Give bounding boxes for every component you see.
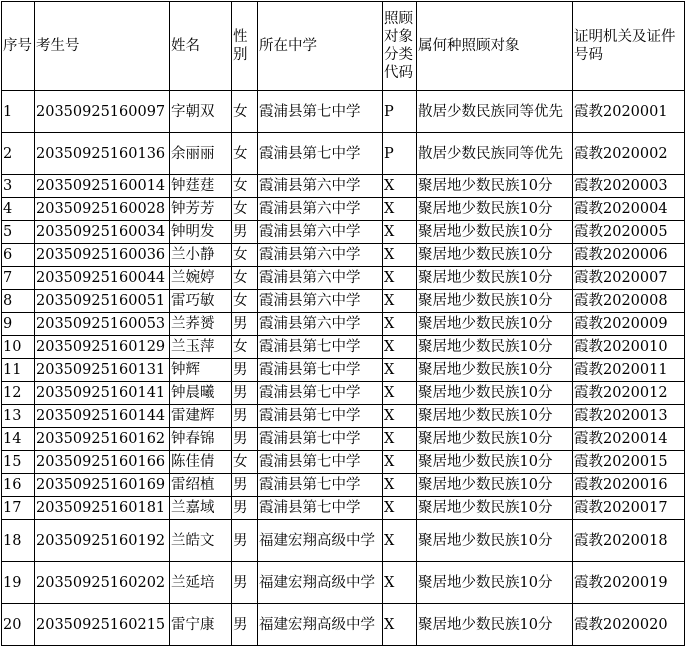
cell-care-type: 聚居地少数民族10分 xyxy=(417,221,573,244)
candidate-table xyxy=(1,1,685,646)
cell-name: 钟春锦 xyxy=(170,428,232,451)
cell-index: 15 xyxy=(2,451,35,474)
cell-gender: 女 xyxy=(232,290,258,313)
cell-index: 16 xyxy=(2,474,35,497)
cell-candidate-number: 20350925160144 xyxy=(35,405,170,428)
cell-certificate: 霞教2020015 xyxy=(573,451,685,474)
cell-care-type: 聚居地少数民族10分 xyxy=(417,336,573,359)
cell-candidate-number: 20350925160162 xyxy=(35,428,170,451)
cell-category-code: X xyxy=(383,359,417,382)
cell-candidate-number: 20350925160014 xyxy=(35,175,170,198)
cell-certificate: 霞教2020002 xyxy=(573,133,685,175)
cell-index: 8 xyxy=(2,290,35,313)
cell-category-code: X xyxy=(383,267,417,290)
table-row xyxy=(2,198,685,221)
cell-gender: 女 xyxy=(232,336,258,359)
cell-care-type: 散居少数民族同等优先 xyxy=(417,91,573,133)
cell-care-type: 聚居地少数民族10分 xyxy=(417,244,573,267)
cell-name: 钟莛莛 xyxy=(170,175,232,198)
cell-gender: 女 xyxy=(232,91,258,133)
cell-school: 霞浦县第七中学 xyxy=(258,91,383,133)
cell-candidate-number: 20350925160181 xyxy=(35,497,170,520)
cell-certificate: 霞教2020017 xyxy=(573,497,685,520)
cell-school: 霞浦县第六中学 xyxy=(258,313,383,336)
cell-index: 14 xyxy=(2,428,35,451)
cell-gender: 男 xyxy=(232,359,258,382)
cell-name: 陈佳倩 xyxy=(170,451,232,474)
table-row xyxy=(2,451,685,474)
cell-category-code: P xyxy=(383,91,417,133)
cell-candidate-number: 20350925160129 xyxy=(35,336,170,359)
cell-school: 福建宏翔高级中学 xyxy=(258,520,383,562)
cell-candidate-number: 20350925160166 xyxy=(35,451,170,474)
cell-school: 霞浦县第七中学 xyxy=(258,451,383,474)
cell-gender: 男 xyxy=(232,497,258,520)
cell-category-code: X xyxy=(383,336,417,359)
cell-name: 兰皓文 xyxy=(170,520,232,562)
header-name: 姓名 xyxy=(170,2,232,91)
cell-name: 钟芳芳 xyxy=(170,198,232,221)
cell-index: 11 xyxy=(2,359,35,382)
table-row xyxy=(2,267,685,290)
cell-category-code: X xyxy=(383,405,417,428)
cell-care-type: 聚居地少数民族10分 xyxy=(417,359,573,382)
header-index: 序号 xyxy=(2,2,35,91)
cell-care-type: 聚居地少数民族10分 xyxy=(417,474,573,497)
cell-care-type: 聚居地少数民族10分 xyxy=(417,405,573,428)
cell-gender: 男 xyxy=(232,520,258,562)
cell-index: 6 xyxy=(2,244,35,267)
cell-name: 兰玉萍 xyxy=(170,336,232,359)
cell-care-type: 聚居地少数民族10分 xyxy=(417,198,573,221)
cell-index: 4 xyxy=(2,198,35,221)
cell-name: 雷宁康 xyxy=(170,604,232,646)
cell-candidate-number: 20350925160136 xyxy=(35,133,170,175)
cell-gender: 女 xyxy=(232,244,258,267)
header-candidate-number: 考生号 xyxy=(35,2,170,91)
table-row xyxy=(2,175,685,198)
cell-index: 17 xyxy=(2,497,35,520)
cell-school: 福建宏翔高级中学 xyxy=(258,562,383,604)
cell-category-code: P xyxy=(383,133,417,175)
cell-index: 2 xyxy=(2,133,35,175)
cell-certificate: 霞教2020020 xyxy=(573,604,685,646)
cell-gender: 男 xyxy=(232,221,258,244)
cell-candidate-number: 20350925160044 xyxy=(35,267,170,290)
cell-name: 兰小静 xyxy=(170,244,232,267)
table-row xyxy=(2,604,685,646)
cell-certificate: 霞教2020004 xyxy=(573,198,685,221)
cell-index: 20 xyxy=(2,604,35,646)
cell-category-code: X xyxy=(383,313,417,336)
cell-category-code: X xyxy=(383,562,417,604)
cell-category-code: X xyxy=(383,382,417,405)
cell-index: 13 xyxy=(2,405,35,428)
table-row xyxy=(2,428,685,451)
header-certificate: 证明机关及证件号码 xyxy=(573,2,685,91)
cell-category-code: X xyxy=(383,520,417,562)
cell-school: 霞浦县第六中学 xyxy=(258,244,383,267)
cell-name: 余丽丽 xyxy=(170,133,232,175)
cell-certificate: 霞教2020014 xyxy=(573,428,685,451)
cell-candidate-number: 20350925160028 xyxy=(35,198,170,221)
cell-candidate-number: 20350925160034 xyxy=(35,221,170,244)
table-row xyxy=(2,474,685,497)
cell-school: 福建宏翔高级中学 xyxy=(258,604,383,646)
cell-gender: 女 xyxy=(232,133,258,175)
table-row xyxy=(2,405,685,428)
cell-name: 钟晨曦 xyxy=(170,382,232,405)
cell-category-code: X xyxy=(383,428,417,451)
cell-school: 霞浦县第六中学 xyxy=(258,175,383,198)
header-row xyxy=(2,2,685,91)
cell-candidate-number: 20350925160215 xyxy=(35,604,170,646)
cell-care-type: 聚居地少数民族10分 xyxy=(417,562,573,604)
cell-gender: 女 xyxy=(232,267,258,290)
cell-category-code: X xyxy=(383,175,417,198)
cell-certificate: 霞教2020006 xyxy=(573,244,685,267)
cell-gender: 男 xyxy=(232,405,258,428)
cell-school: 霞浦县第六中学 xyxy=(258,267,383,290)
table-row xyxy=(2,290,685,313)
cell-candidate-number: 20350925160097 xyxy=(35,91,170,133)
table-row xyxy=(2,382,685,405)
cell-index: 5 xyxy=(2,221,35,244)
table-row xyxy=(2,497,685,520)
cell-name: 雷建辉 xyxy=(170,405,232,428)
cell-name: 钟明发 xyxy=(170,221,232,244)
cell-gender: 男 xyxy=(232,382,258,405)
cell-index: 1 xyxy=(2,91,35,133)
cell-name: 兰延培 xyxy=(170,562,232,604)
cell-candidate-number: 20350925160051 xyxy=(35,290,170,313)
cell-care-type: 聚居地少数民族10分 xyxy=(417,451,573,474)
cell-care-type: 聚居地少数民族10分 xyxy=(417,520,573,562)
cell-school: 霞浦县第六中学 xyxy=(258,198,383,221)
cell-name: 雷绍植 xyxy=(170,474,232,497)
table-row xyxy=(2,91,685,133)
cell-gender: 女 xyxy=(232,451,258,474)
cell-gender: 男 xyxy=(232,428,258,451)
cell-certificate: 霞教2020001 xyxy=(573,91,685,133)
header-care-type: 属何种照顾对象 xyxy=(417,2,573,91)
cell-certificate: 霞教2020011 xyxy=(573,359,685,382)
cell-category-code: X xyxy=(383,604,417,646)
cell-certificate: 霞教2020018 xyxy=(573,520,685,562)
cell-category-code: X xyxy=(383,244,417,267)
cell-name: 雷巧敏 xyxy=(170,290,232,313)
header-category-code: 照顾对象分类代码 xyxy=(383,2,417,91)
table-row xyxy=(2,133,685,175)
cell-care-type: 聚居地少数民族10分 xyxy=(417,267,573,290)
cell-category-code: X xyxy=(383,474,417,497)
cell-certificate: 霞教2020010 xyxy=(573,336,685,359)
cell-certificate: 霞教2020007 xyxy=(573,267,685,290)
cell-index: 12 xyxy=(2,382,35,405)
cell-care-type: 聚居地少数民族10分 xyxy=(417,604,573,646)
cell-index: 9 xyxy=(2,313,35,336)
cell-care-type: 聚居地少数民族10分 xyxy=(417,175,573,198)
table-row xyxy=(2,336,685,359)
cell-index: 18 xyxy=(2,520,35,562)
cell-gender: 女 xyxy=(232,198,258,221)
cell-certificate: 霞教2020016 xyxy=(573,474,685,497)
cell-school: 霞浦县第七中学 xyxy=(258,405,383,428)
cell-school: 霞浦县第七中学 xyxy=(258,133,383,175)
cell-gender: 男 xyxy=(232,562,258,604)
cell-name: 兰荞赟 xyxy=(170,313,232,336)
cell-name: 钟辉 xyxy=(170,359,232,382)
header-school: 所在中学 xyxy=(258,2,383,91)
cell-certificate: 霞教2020003 xyxy=(573,175,685,198)
cell-candidate-number: 20350925160192 xyxy=(35,520,170,562)
cell-school: 霞浦县第七中学 xyxy=(258,336,383,359)
cell-certificate: 霞教2020012 xyxy=(573,382,685,405)
cell-candidate-number: 20350925160036 xyxy=(35,244,170,267)
table-row xyxy=(2,313,685,336)
cell-school: 霞浦县第七中学 xyxy=(258,474,383,497)
cell-candidate-number: 20350925160131 xyxy=(35,359,170,382)
cell-category-code: X xyxy=(383,451,417,474)
cell-care-type: 聚居地少数民族10分 xyxy=(417,382,573,405)
cell-category-code: X xyxy=(383,198,417,221)
table-row xyxy=(2,562,685,604)
cell-index: 3 xyxy=(2,175,35,198)
cell-index: 7 xyxy=(2,267,35,290)
cell-care-type: 聚居地少数民族10分 xyxy=(417,497,573,520)
table-row xyxy=(2,221,685,244)
cell-school: 霞浦县第七中学 xyxy=(258,382,383,405)
cell-candidate-number: 20350925160169 xyxy=(35,474,170,497)
cell-index: 10 xyxy=(2,336,35,359)
cell-category-code: X xyxy=(383,290,417,313)
table-row xyxy=(2,359,685,382)
cell-care-type: 聚居地少数民族10分 xyxy=(417,428,573,451)
table-row xyxy=(2,520,685,562)
cell-certificate: 霞教2020019 xyxy=(573,562,685,604)
cell-certificate: 霞教2020005 xyxy=(573,221,685,244)
cell-candidate-number: 20350925160141 xyxy=(35,382,170,405)
cell-category-code: X xyxy=(383,497,417,520)
cell-name: 兰嘉域 xyxy=(170,497,232,520)
cell-school: 霞浦县第六中学 xyxy=(258,221,383,244)
cell-school: 霞浦县第七中学 xyxy=(258,497,383,520)
cell-gender: 男 xyxy=(232,604,258,646)
cell-gender: 女 xyxy=(232,175,258,198)
cell-school: 霞浦县第七中学 xyxy=(258,359,383,382)
cell-care-type: 聚居地少数民族10分 xyxy=(417,313,573,336)
cell-candidate-number: 20350925160202 xyxy=(35,562,170,604)
cell-certificate: 霞教2020008 xyxy=(573,290,685,313)
cell-certificate: 霞教2020013 xyxy=(573,405,685,428)
cell-school: 霞浦县第六中学 xyxy=(258,290,383,313)
cell-school: 霞浦县第七中学 xyxy=(258,428,383,451)
cell-care-type: 散居少数民族同等优先 xyxy=(417,133,573,175)
cell-gender: 男 xyxy=(232,313,258,336)
table-row xyxy=(2,244,685,267)
cell-care-type: 聚居地少数民族10分 xyxy=(417,290,573,313)
header-gender: 性别 xyxy=(232,2,258,91)
cell-index: 19 xyxy=(2,562,35,604)
cell-gender: 男 xyxy=(232,474,258,497)
cell-category-code: X xyxy=(383,221,417,244)
cell-name: 字朝双 xyxy=(170,91,232,133)
cell-name: 兰婉婷 xyxy=(170,267,232,290)
cell-certificate: 霞教2020009 xyxy=(573,313,685,336)
cell-candidate-number: 20350925160053 xyxy=(35,313,170,336)
